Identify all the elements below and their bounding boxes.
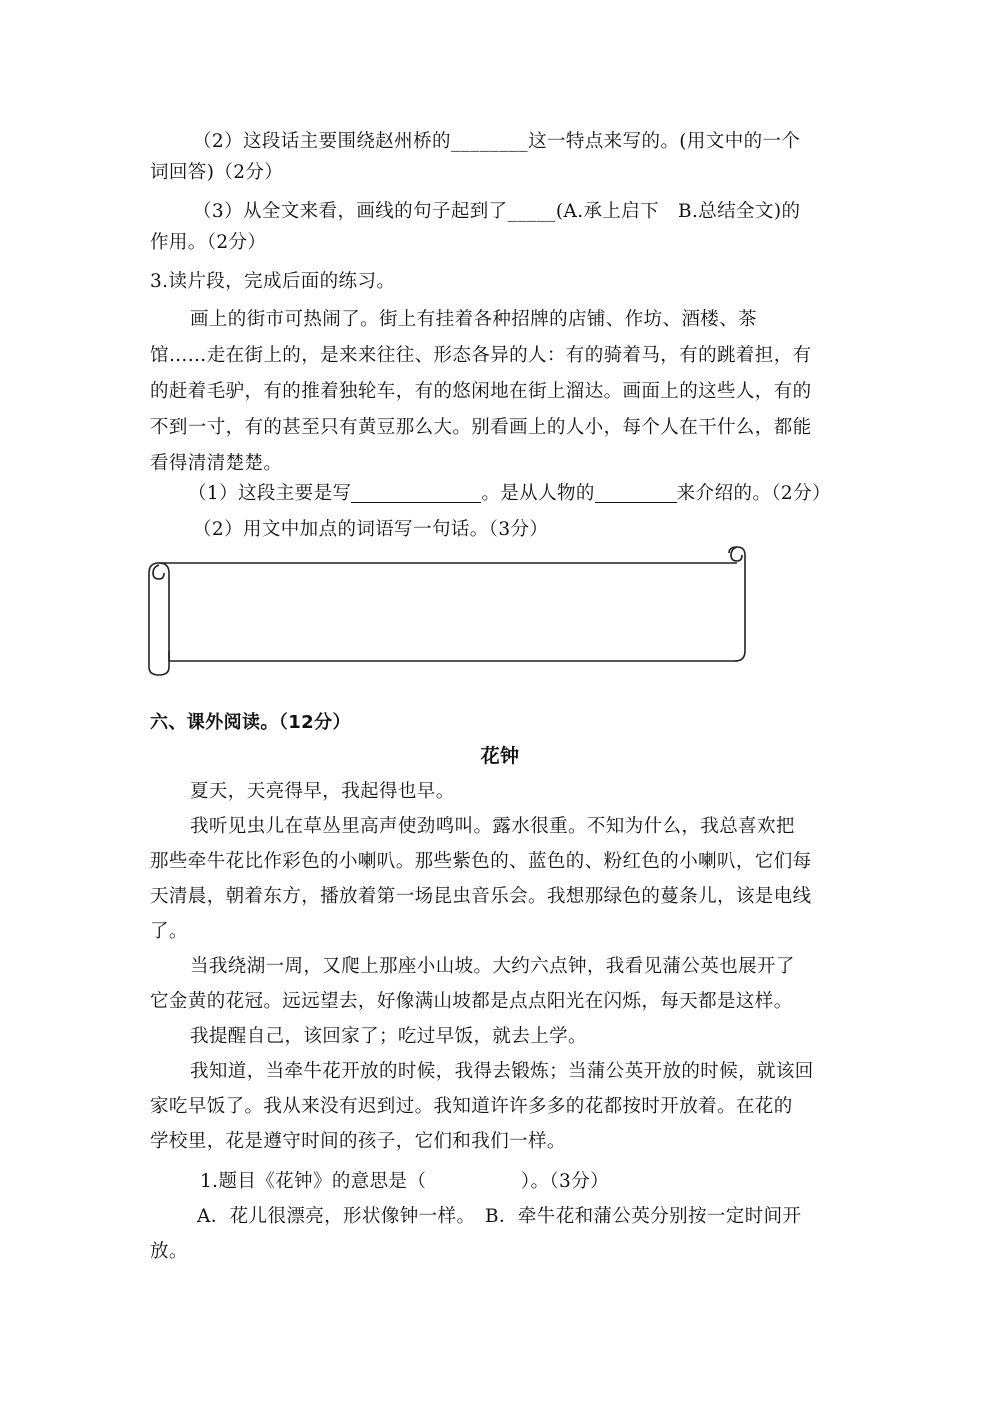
passage-line: 不到一寸，有的甚至只有黄豆那么大。别看画上的人小，每个人在干什么，都能 [150,417,812,438]
question-1-fill [150,478,860,509]
question-2-sentence: （2）用文中加点的词语写一句话。（3分） [193,519,549,540]
question-1-part3: 来介绍的。（2分） [676,483,831,504]
article-paragraph: 我知道，当牵牛花开放的时候，我得去锻炼；当蒲公英开放的时候，就该回 [190,1061,814,1082]
article-line: 学校里，花是遵守时间的孩子，它们和我们一样。 [150,1131,566,1152]
article-line: 家吃早饭了。我从来没有迟到过。我知道许许多多的花都按时开放着。在花的 [150,1096,793,1117]
article-paragraph: 夏天，天亮得早，我起得也早。 [190,781,455,802]
question-1-options: A．花儿很漂亮，形状像钟一样。 B．牵牛花和蒲公英分别按一定时间开 [197,1206,802,1227]
article-paragraph: 当我绕湖一周，又爬上那座小山坡。大约六点钟，我看见蒲公英也展开了 [190,956,795,977]
article-line: 它金黄的花冠。远远望去，好像满山坡都是点点阳光在闪烁，每天都是这样。 [150,991,793,1012]
question-1-part1: （1）这段主要是写 [188,483,352,504]
article-paragraph: 我提醒自己，该回家了；吃过早饭，就去上学。 [190,1026,587,1047]
question-3-line1: （3）从全文来看，画线的句子起到了_____(A.承上启下 B.总结全文)的 [193,201,801,222]
article-paragraph: 我听见虫儿在草丛里高声使劲鸣叫。露水很重。不知为什么，我总喜欢把 [190,816,795,837]
article-line: 那些牵牛花比作彩色的小喇叭。那些紫色的、蓝色的、粉红色的小喇叭，它们每 [150,851,812,872]
article-line: 天清晨，朝着东方，播放着第一场昆虫音乐会。我想那绿色的蔓条儿，该是电线 [150,886,812,907]
passage-street-market [150,302,850,482]
passage-line: 的赶着毛驴，有的推着独轮车，有的悠闲地在街上溜达。画面上的这些人，有的 [150,381,812,402]
passage-line: 馆……走在街上的，是来来往往、形态各异的人：有的骑着马，有的跳着担，有 [150,345,812,366]
question-2-line2: 词回答)（2分） [150,162,284,183]
answer-blank-2[interactable] [595,480,677,503]
question-2-block [150,126,850,188]
question-1-part2: 。是从人物的 [481,483,595,504]
answer-blank-1[interactable] [351,480,481,503]
question-1-options-cont: 放。 [150,1241,188,1262]
article-line: 了。 [150,921,188,942]
reading-question-1: 1.题目《花钟》的意思是（ ）。（3分） A．花儿很漂亮，形状像钟一样。 B．牵牛花和蒲公英分别按一定时间开 放。 [150,1164,850,1269]
article-body [150,774,850,1159]
passage-line: 看得清清楚楚。 [150,453,283,474]
question-3-line2: 作用。（2分） [150,232,267,253]
passage-line: 画上的街市可热闹了。街上有挂着各种招牌的店铺、作坊、酒楼、茶 [190,309,758,330]
item-3-instruction: 3.读片段，完成后面的练习。 [150,271,396,292]
article-title: 花钟 [480,745,520,767]
section-6-heading: 六、课外阅读。（12分） [150,712,351,733]
question-3-block [150,196,850,258]
scroll-writing-box[interactable] [145,543,755,678]
question-2-line1: （2）这段话主要围绕赵州桥的________这一特点来写的。(用文中的一个 [193,131,801,152]
